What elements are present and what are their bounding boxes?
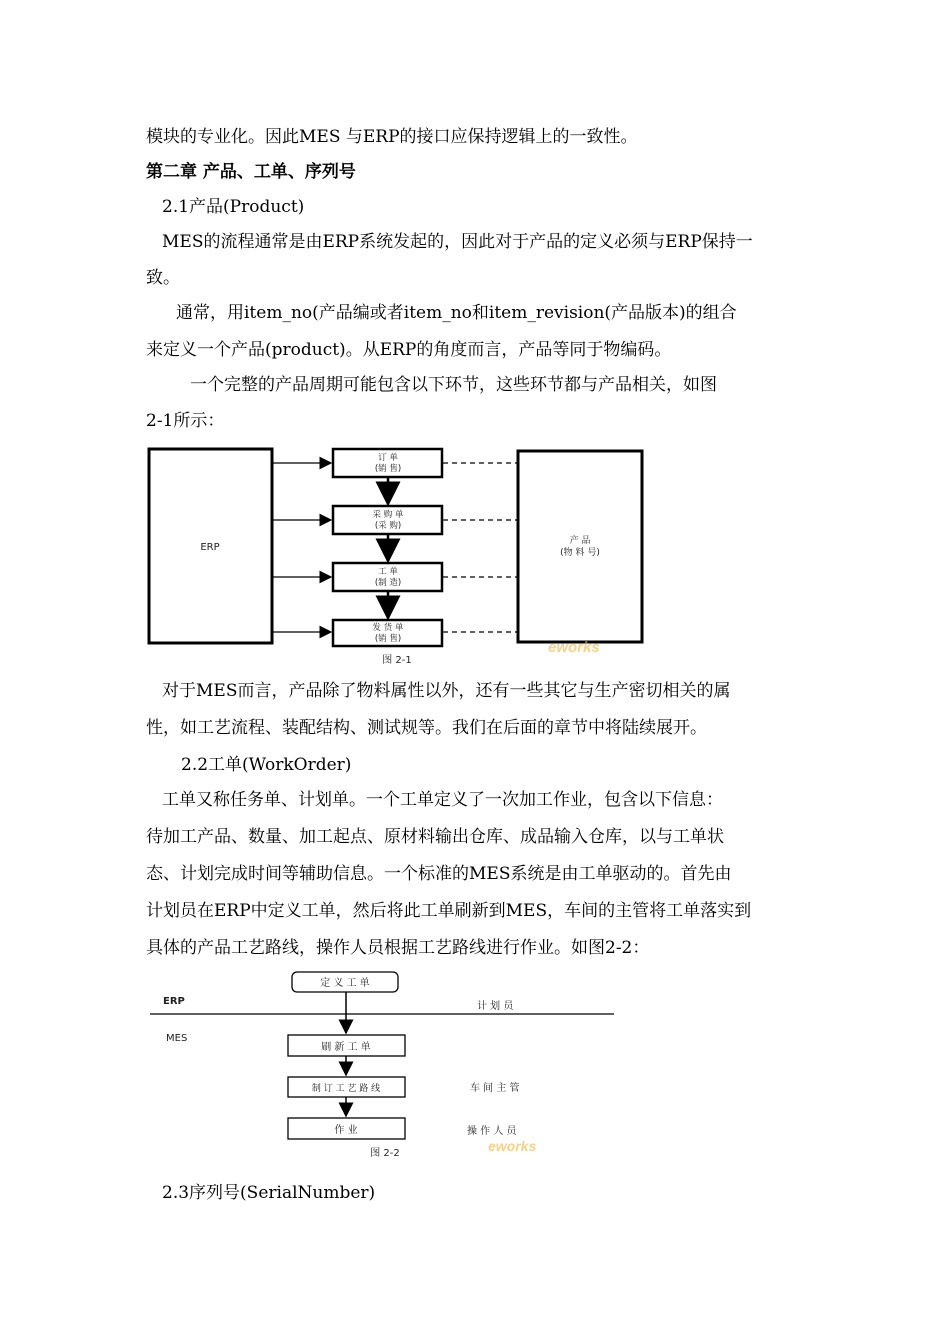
box-order-b: (销 售) <box>374 464 402 474</box>
product-box <box>518 451 642 642</box>
fig2-step4-box <box>288 1118 405 1139</box>
paragraph-2-1-d-line1: 对于MES而言，产品除了物料属性以外，还有一些其它与生产密切相关的属 <box>162 681 731 701</box>
box-delivery <box>333 620 442 646</box>
erp-label: ERP <box>200 542 220 553</box>
fig2-step1-box <box>292 972 398 992</box>
section-2-2-heading: 2.2工单(WorkOrder) <box>181 755 352 775</box>
fig2-step2: 刷 新 工 单 <box>321 1042 371 1053</box>
paragraph-2-1-a-line1: MES的流程通常是由ERP系统发起的，因此对于产品的定义必须与ERP保持一 <box>162 232 753 252</box>
fig2-step1: 定 义 工 单 <box>320 978 370 989</box>
figure-2-2-caption: 图 2-2 <box>370 1148 400 1159</box>
paragraph-2-1-a-line2: 致。 <box>146 268 180 288</box>
figure-2-1-caption: 图 2-1 <box>382 655 412 666</box>
watermark-logo-2: eworks <box>488 1138 537 1154</box>
product-label-a: 产 品 <box>569 536 591 546</box>
fig2-mes-label: MES <box>166 1033 188 1044</box>
fig2-step3: 制 订 工 艺 路 线 <box>311 1084 381 1094</box>
paragraph-2-2-line1: 工单又称任务单、计划单。一个工单定义了一次加工作业，包含以下信息： <box>162 790 723 810</box>
box-delivery-a: 发 货 单 <box>372 623 404 633</box>
box-delivery-b: (销 售) <box>374 634 402 644</box>
paragraph-2-2-line3: 态、计划完成时间等辅助信息。一个标准的MES系统是由工单驱动的。首先由 <box>146 864 732 884</box>
box-purchase-b: (采 购) <box>374 521 402 531</box>
fig2-role3: 操 作 人 员 <box>467 1126 517 1137</box>
paragraph-2-1-c-line2: 2-1所示： <box>146 411 225 431</box>
paragraph-2-1-c-line1: 一个完整的产品周期可能包含以下环节，这些环节都与产品相关，如图 <box>190 375 717 395</box>
fig2-role2: 车 间 主 管 <box>470 1083 520 1094</box>
box-workorder-a: 工 单 <box>378 567 398 577</box>
chapter-title: 第二章 产品、工单、序列号 <box>146 162 356 182</box>
box-order-a: 订 单 <box>378 453 398 463</box>
fig2-step3-box <box>288 1077 405 1097</box>
section-2-1-heading: 2.1产品(Product) <box>162 197 305 217</box>
fig2-erp-label: ERP <box>163 996 185 1007</box>
paragraph-2-1-b-line1: 通常，用item_no(产品编或者item_no和item_revision(产品版本)的组合 <box>176 303 737 323</box>
fig2-step4: 作 业 <box>334 1125 358 1136</box>
paragraph-2-2-line4: 计划员在ERP中定义工单，然后将此工单刷新到MES，车间的主管将工单落实到 <box>146 901 752 921</box>
box-purchase-a: 采 购 单 <box>372 510 404 520</box>
paragraph-2-2-line2: 待加工产品、数量、加工起点、原材料输出仓库、成品输入仓库，以与工单状 <box>146 827 724 847</box>
paragraph-2-1-d-line2: 性，如工艺流程、装配结构、测试规等。我们在后面的章节中将陆续展开。 <box>146 718 707 738</box>
box-order <box>333 449 442 477</box>
box-workorder <box>333 563 442 591</box>
erp-box <box>149 449 272 643</box>
box-workorder-b: (制 造) <box>374 578 402 588</box>
paragraph-2-1-b-line2: 来定义一个产品(product)。从ERP的角度而言，产品等同于物编码。 <box>146 340 672 360</box>
paragraph-tail: 模块的专业化。因此MES 与ERP的接口应保持逻辑上的一致性。 <box>146 127 638 147</box>
fig2-step2-box <box>288 1035 405 1056</box>
box-purchase <box>333 506 442 534</box>
section-2-3-heading: 2.3序列号(SerialNumber) <box>162 1183 376 1203</box>
fig2-role1: 计 划 员 <box>477 1001 514 1012</box>
paragraph-2-2-line5: 具体的产品工艺路线，操作人员根据工艺路线进行作业。如图2-2： <box>146 938 650 958</box>
watermark-logo: eworks <box>548 639 600 656</box>
product-label-b: (物 料 号) <box>560 548 600 558</box>
